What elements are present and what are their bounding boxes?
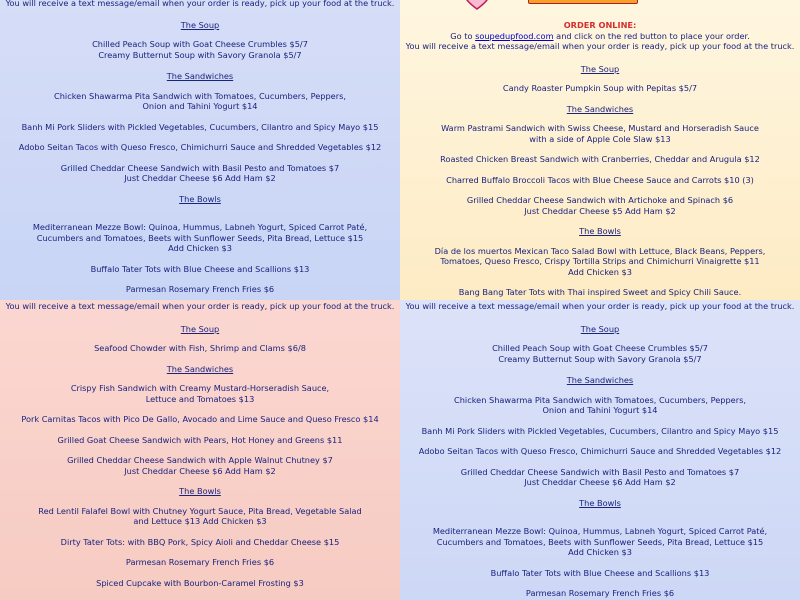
menu-item — [400, 588, 800, 599]
logo-banner-icon — [528, 0, 638, 4]
menu-item-line: Onion and Tahini Yogurt $14 — [542, 405, 658, 415]
menu-item-line: Dirty Tater Tots: with BBQ Pork, Spicy Aioli and Cheddar Cheese $15 — [60, 536, 340, 547]
soup-item: Seafood Chowder with Fish, Shrimp and Clams $6/8 — [94, 343, 306, 353]
menu-item — [0, 222, 400, 254]
order-instructions-prefix: Go to — [450, 30, 473, 41]
menu-item-line: Cucumbers and Tomatoes, Beets with Sunflower Seeds, Pita Bread, Lettuce $15 — [436, 536, 764, 547]
menu-item-line: Adobo Seitan Tacos with Queso Fresco, Chimichurri Sauce and Shredded Vegetables $12 — [418, 446, 782, 456]
menu-item — [400, 246, 800, 278]
soup-heading: The Soup — [580, 323, 620, 334]
sandwiches-heading: The Sandwiches — [166, 71, 234, 81]
soup-item: Creamy Butternut Soup with Savory Granola $5/7 — [98, 49, 302, 60]
pickup-notice: You will receive a text message/email when your order is ready, pick up your food at the truck. — [5, 0, 395, 8]
menu-item-line: Adobo Seitan Tacos with Queso Fresco, Chimichurri Sauce and Shredded Vegetables $12 — [18, 142, 382, 152]
menu-item — [0, 122, 400, 133]
pickup-notice: You will receive a text message/email when your order is ready, pick up your food at the truck. — [5, 301, 395, 311]
menu-item-line: Just Cheddar Cheese $6 Add Ham $2 — [124, 173, 276, 183]
order-instructions-suffix: and click on the red button to place your order. — [556, 30, 750, 41]
soup-heading: The Soup — [180, 19, 220, 30]
menu-item — [0, 383, 400, 404]
menu-item — [0, 578, 400, 589]
soup-list — [0, 343, 400, 354]
menu-item — [400, 446, 800, 457]
bowls-heading: The Bowls — [179, 486, 221, 496]
sandwiches-heading: The Sandwiches — [166, 363, 234, 374]
menu-item-line: Banh Mi Pork Sliders with Pickled Vegetables, Cucumbers, Cilantro and Spicy Mayo $15 — [21, 121, 379, 132]
menu-item-line: Warm Pastrami Sandwich with Swiss Cheese, Mustard and Horseradish Sauce — [441, 123, 759, 133]
menu-item — [400, 426, 800, 437]
menu-panel-bottom-left — [0, 300, 400, 600]
menu-item — [400, 154, 800, 165]
menu-item-line: Charred Buffalo Broccoli Tacos with Blue Cheese Sauce and Carrots $10 (3) — [446, 174, 754, 185]
menu-item — [0, 142, 400, 153]
pickup-notice: You will receive a text message/email when your order is ready, pick up your food at the truck. — [405, 41, 795, 51]
order-website-link[interactable]: soupedupfood.com — [475, 30, 554, 41]
menu-item — [0, 414, 400, 425]
menu-item-line: Crispy Fish Sandwich with Creamy Mustard-Horseradish Sauce, — [70, 383, 330, 393]
pickup-notice: You will receive a text message/email when your order is ready, pick up your food at the truck. — [405, 301, 795, 311]
bowls-heading: The Bowls — [579, 226, 621, 236]
menu-item-line: Add Chicken $3 — [568, 266, 632, 277]
sandwiches-heading: The Sandwiches — [566, 375, 634, 385]
menu-item-line: Red Lentil Falafel Bowl with Chutney Yogurt Sauce, Pita Bread, Vegetable Salad — [38, 505, 362, 516]
menu-item-line: Mediterranean Mezze Bowl: Quinoa, Hummus, Labneh Yogurt, Spiced Carrot Paté, — [32, 222, 368, 232]
menu-item-line: Pork Carnitas Tacos with Pico De Gallo, Avocado and Lime Sauce and Queso Fresco $14 — [21, 414, 379, 424]
menu-item — [400, 123, 800, 144]
menu-item-line: Día de los muertos Mexican Taco Salad Bowl with Lettuce, Black Beans, Peppers, — [434, 245, 766, 256]
menu-item-line: Parmesan Rosemary French Fries $6 — [525, 588, 675, 598]
soup-item: Creamy Butternut Soup with Savory Granola $5/7 — [498, 353, 702, 364]
menu-item-line: and Lettuce $13 Add Chicken $3 — [133, 516, 267, 526]
menu-item-line: Roasted Chicken Breast Sandwich with Cranberries, Cheddar and Arugula $12 — [440, 154, 760, 164]
order-online-label: ORDER ONLINE: — [563, 20, 637, 30]
menu-item-line: Cucumbers and Tomatoes, Beets with Sunflower Seeds, Pita Bread, Lettuce $15 — [36, 232, 364, 243]
menu-item-line: Chicken Shawarma Pita Sandwich with Tomatoes, Cucumbers, Peppers, — [54, 90, 346, 101]
soup-item: Chilled Peach Soup with Goat Cheese Crumbles $5/7 — [92, 39, 308, 49]
menu-item-line: Grilled Cheddar Cheese Sandwich with Basil Pesto and Tomatoes $7 — [460, 466, 740, 477]
menu-item — [400, 395, 800, 416]
menu-item-line: Just Cheddar Cheese $5 Add Ham $2 — [524, 205, 676, 216]
menu-item-line: Add Chicken $3 — [568, 547, 632, 557]
soup-list — [400, 343, 800, 364]
bowls-heading: The Bowls — [179, 193, 221, 204]
soup-heading: The Soup — [180, 323, 220, 334]
menu-item — [0, 163, 400, 184]
logo-area — [400, 0, 800, 18]
menu-item-line: Grilled Cheddar Cheese Sandwich with Basil Pesto and Tomatoes $7 — [60, 162, 340, 173]
menu-item — [0, 435, 400, 446]
soup-heading: The Soup — [580, 63, 620, 74]
menu-item-line: Grilled Cheddar Cheese Sandwich with Artichoke and Spinach $6 — [466, 195, 734, 205]
menu-item — [400, 568, 800, 579]
menu-item — [0, 455, 400, 476]
order-instructions — [400, 31, 800, 42]
menu-item-line: Grilled Goat Cheese Sandwich with Pears, Hot Honey and Greens $11 — [57, 434, 343, 445]
bowls-heading: The Bowls — [579, 497, 621, 508]
menu-item-line: Buffalo Tater Tots with Blue Cheese and Scallions $13 — [90, 263, 310, 274]
menu-item-line: Chicken Shawarma Pita Sandwich with Tomatoes, Cucumbers, Peppers, — [454, 394, 746, 405]
menu-item — [0, 264, 400, 275]
menu-item-line: Banh Mi Pork Sliders with Pickled Vegetables, Cucumbers, Cilantro and Spicy Mayo $15 — [421, 425, 779, 436]
menu-item-line: Tomatoes, Queso Fresco, Crispy Tortilla Strips and Chimichurri Vinaigrette $11 — [440, 256, 760, 266]
menu-item-line: Bang Bang Tater Tots with Thai inspired Sweet and Spicy Chili Sauce. — [458, 287, 742, 297]
menu-item-line: Lettuce and Tomatoes $13 — [145, 393, 255, 404]
menu-item — [0, 537, 400, 548]
menu-item-line: with a side of Apple Cole Slaw $13 — [529, 133, 671, 144]
soup-list — [400, 83, 800, 94]
menu-item — [0, 506, 400, 527]
menu-item-line: Add Chicken $3 — [168, 243, 232, 253]
menu-item-line: Parmesan Rosemary French Fries $6 — [125, 284, 275, 294]
menu-item-line: Just Cheddar Cheese $6 Add Ham $2 — [124, 465, 276, 476]
menu-item — [400, 467, 800, 488]
menu-item — [400, 287, 800, 298]
soup-item: Chilled Peach Soup with Goat Cheese Crumbles $5/7 — [492, 343, 708, 353]
heart-logo-icon — [462, 0, 492, 10]
menu-panel-top-right — [400, 0, 800, 300]
menu-item-line: Just Cheddar Cheese $6 Add Ham $2 — [524, 477, 676, 487]
menu-item-line: Buffalo Tater Tots with Blue Cheese and Scallions $13 — [490, 567, 710, 578]
menu-item-line: Spiced Cupcake with Bourbon-Caramel Frosting $3 — [96, 577, 304, 588]
soup-list — [0, 39, 400, 60]
menu-item — [0, 557, 400, 568]
menu-item-line: Mediterranean Mezze Bowl: Quinoa, Hummus, Labneh Yogurt, Spiced Carrot Paté, — [432, 526, 768, 536]
sandwiches-heading: The Sandwiches — [566, 103, 634, 114]
menu-panel-bottom-right — [400, 300, 800, 600]
menu-item-line: Onion and Tahini Yogurt $14 — [142, 101, 258, 111]
menu-item — [400, 175, 800, 186]
soup-item: Candy Roaster Pumpkin Soup with Pepitas $5/7 — [502, 83, 698, 93]
menu-item — [0, 91, 400, 112]
menu-item-line: Parmesan Rosemary French Fries $6 — [125, 557, 275, 567]
menu-panel-top-left — [0, 0, 400, 300]
menu-item-line: Grilled Cheddar Cheese Sandwich with Apple Walnut Chutney $7 — [67, 455, 333, 465]
menu-item — [400, 195, 800, 216]
menu-item — [400, 526, 800, 558]
menu-item — [0, 284, 400, 295]
